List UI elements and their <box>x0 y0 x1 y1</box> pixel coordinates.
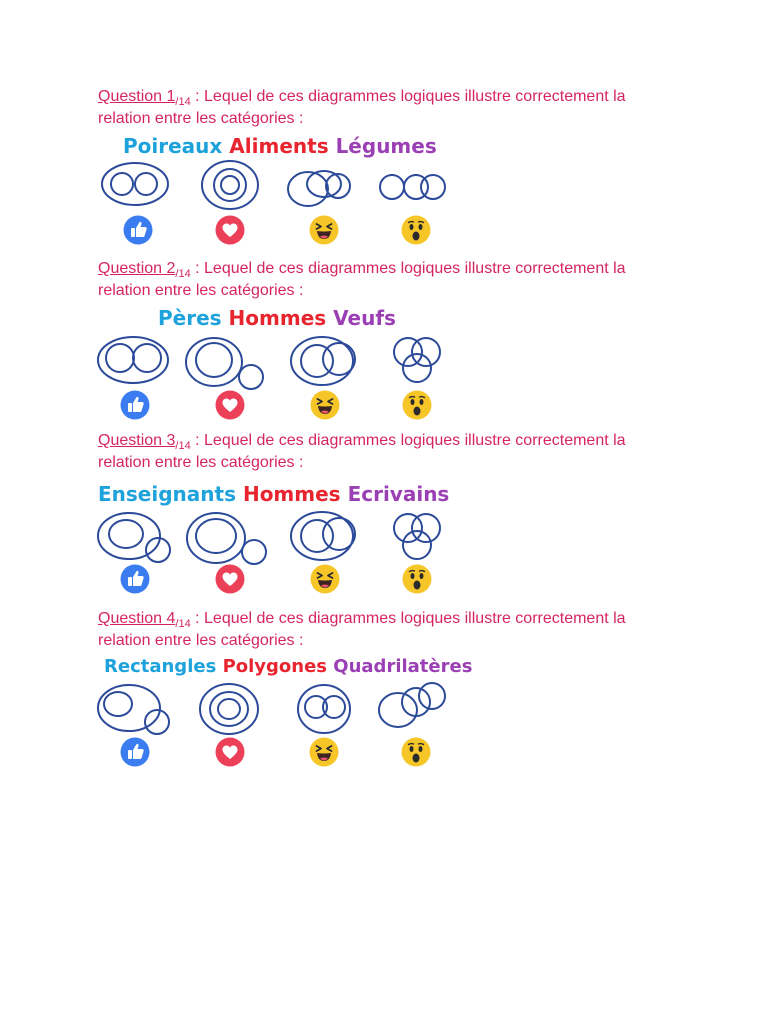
question-3-score: /14 <box>175 440 191 452</box>
question-3 <box>0 430 768 600</box>
question-3-label: Question 3 <box>98 432 176 449</box>
diagram-option-b[interactable] <box>184 510 270 570</box>
question-1-label: Question 1 <box>98 88 176 105</box>
category-3: Ecrivains <box>347 482 450 506</box>
surprised-face-icon[interactable] <box>401 737 431 767</box>
question-2-categories <box>158 306 396 330</box>
category-2: Hommes <box>228 306 327 330</box>
question-1-line-2: relation entre les catégories : <box>98 110 304 127</box>
diagram-option-b[interactable] <box>198 682 260 736</box>
category-1: Pères <box>158 306 222 330</box>
diagram-option-a[interactable] <box>96 510 176 566</box>
diagram-option-c[interactable] <box>286 166 356 212</box>
question-1-score: /14 <box>175 96 191 108</box>
heart-icon[interactable] <box>215 215 245 245</box>
like-icon[interactable] <box>120 564 150 594</box>
laughing-face-icon[interactable] <box>309 215 339 245</box>
question-4-score: /14 <box>175 618 191 630</box>
like-icon[interactable] <box>120 390 150 420</box>
like-icon[interactable] <box>123 215 153 245</box>
question-4-categories <box>104 656 472 677</box>
diagram-option-d[interactable] <box>378 172 450 204</box>
diagram-option-d[interactable] <box>376 680 450 732</box>
diagram-option-a[interactable] <box>96 682 176 738</box>
like-icon[interactable] <box>120 737 150 767</box>
heart-icon[interactable] <box>215 737 245 767</box>
question-4-line-2: relation entre les catégories : <box>98 632 304 649</box>
question-2-label: Question 2 <box>98 260 176 277</box>
laughing-face-icon[interactable] <box>310 564 340 594</box>
question-3-text: : Lequel de ces diagrammes logiques illustre correctement la <box>190 432 626 449</box>
question-4-text: : Lequel de ces diagrammes logiques illustre correctement la <box>190 610 626 627</box>
question-2-line-2: relation entre les catégories : <box>98 282 304 299</box>
category-2: Hommes <box>242 482 341 506</box>
diagram-option-b[interactable] <box>184 332 268 394</box>
heart-icon[interactable] <box>215 390 245 420</box>
category-3: Légumes <box>335 134 437 158</box>
diagram-option-a[interactable] <box>100 160 172 210</box>
diagram-option-a[interactable] <box>96 334 172 386</box>
category-1: Rectangles <box>104 656 217 677</box>
question-2-score: /14 <box>175 268 191 280</box>
question-4 <box>0 608 768 778</box>
surprised-face-icon[interactable] <box>402 564 432 594</box>
diagram-option-d[interactable] <box>388 510 448 564</box>
question-1 <box>0 86 768 256</box>
diagram-option-c[interactable] <box>296 682 356 736</box>
category-2: Aliments <box>229 134 329 158</box>
question-3-line-2: relation entre les catégories : <box>98 454 304 471</box>
category-3: Veufs <box>333 306 396 330</box>
category-2: Polygones <box>222 656 328 677</box>
question-1-line-1 <box>98 86 738 109</box>
question-4-line-1 <box>98 608 738 631</box>
category-3: Quadrilatères <box>333 656 473 677</box>
question-3-categories <box>98 482 449 506</box>
diagram-option-d[interactable] <box>388 334 448 386</box>
surprised-face-icon[interactable] <box>401 215 431 245</box>
heart-icon[interactable] <box>215 564 245 594</box>
question-4-label: Question 4 <box>98 610 176 627</box>
question-2-text: : Lequel de ces diagrammes logiques illustre correctement la <box>190 260 626 277</box>
laughing-face-icon[interactable] <box>309 737 339 767</box>
surprised-face-icon[interactable] <box>402 390 432 420</box>
category-1: Poireaux <box>123 134 223 158</box>
category-1: Enseignants <box>98 482 236 506</box>
question-2-line-1 <box>98 258 738 281</box>
question-3-line-1 <box>98 430 738 453</box>
question-2 <box>0 258 768 428</box>
question-1-categories <box>123 134 437 158</box>
diagram-option-b[interactable] <box>200 158 260 212</box>
diagram-option-c[interactable] <box>289 510 365 564</box>
diagram-option-c[interactable] <box>289 334 365 388</box>
question-1-text: : Lequel de ces diagrammes logiques illustre correctement la <box>190 88 626 105</box>
laughing-face-icon[interactable] <box>310 390 340 420</box>
